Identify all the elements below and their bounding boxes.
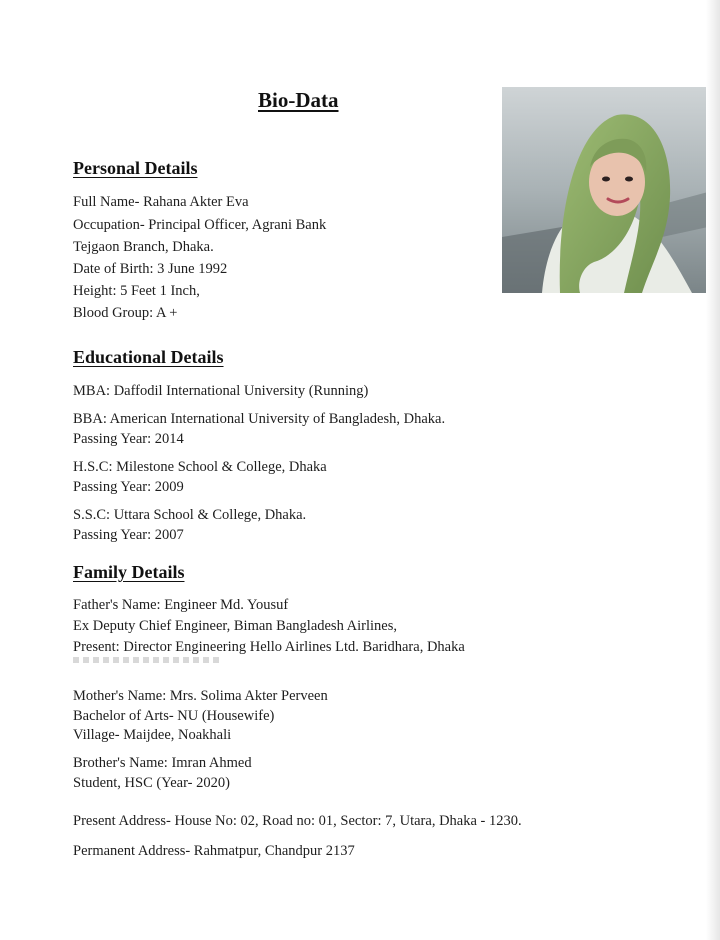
- brother-name: Brother's Name: Imran Ahmed: [73, 755, 252, 771]
- permanent-address: Permanent Address- Rahmatpur, Chandpur 2137: [73, 843, 355, 859]
- branch: Tejgaon Branch, Dhaka.: [73, 239, 214, 255]
- education-hsc-year: Passing Year: 2009: [73, 479, 184, 495]
- father-ex-position: Ex Deputy Chief Engineer, Biman Bangladesh Airlines,: [73, 618, 397, 634]
- mother-village: Village- Maijdee, Noakhali: [73, 727, 232, 743]
- redacted-line: [73, 657, 223, 663]
- present-address: Present Address- House No: 02, Road no: 01, Sector: 7, Utara, Dhaka - 1230.: [73, 813, 522, 829]
- education-ssc-year: Passing Year: 2007: [73, 527, 184, 543]
- education-bba-year: Passing Year: 2014: [73, 431, 184, 447]
- height: Height: 5 Feet 1 Inch,: [73, 283, 200, 299]
- father-name: Father's Name: Engineer Md. Yousuf: [73, 597, 289, 613]
- page-edge-shadow: [706, 0, 720, 940]
- education-mba: MBA: Daffodil International University (Running): [73, 383, 369, 399]
- blood-group: Blood Group: A +: [73, 305, 178, 321]
- mother-name: Mother's Name: Mrs. Solima Akter Perveen: [73, 688, 328, 704]
- father-present-position: Present: Director Engineering Hello Airlines Ltd. Baridhara, Dhaka: [73, 639, 465, 655]
- document-title: Bio-Data: [258, 88, 339, 112]
- full-name: Full Name- Rahana Akter Eva: [73, 194, 249, 210]
- education-ssc: S.S.C: Uttara School & College, Dhaka.: [73, 507, 307, 523]
- profile-photo-illustration: [502, 87, 708, 293]
- educational-details-heading: Educational Details: [73, 347, 224, 367]
- personal-details-heading: Personal Details: [73, 158, 198, 178]
- family-details-heading: Family Details: [73, 562, 185, 582]
- date-of-birth: Date of Birth: 3 June 1992: [73, 261, 228, 277]
- profile-photo: [502, 87, 708, 293]
- occupation: Occupation- Principal Officer, Agrani Bank: [73, 217, 327, 233]
- brother-status: Student, HSC (Year- 2020): [73, 775, 230, 791]
- education-hsc: H.S.C: Milestone School & College, Dhaka: [73, 459, 327, 475]
- education-bba: BBA: American International University of Bangladesh, Dhaka.: [73, 411, 446, 427]
- mother-education: Bachelor of Arts- NU (Housewife): [73, 708, 275, 724]
